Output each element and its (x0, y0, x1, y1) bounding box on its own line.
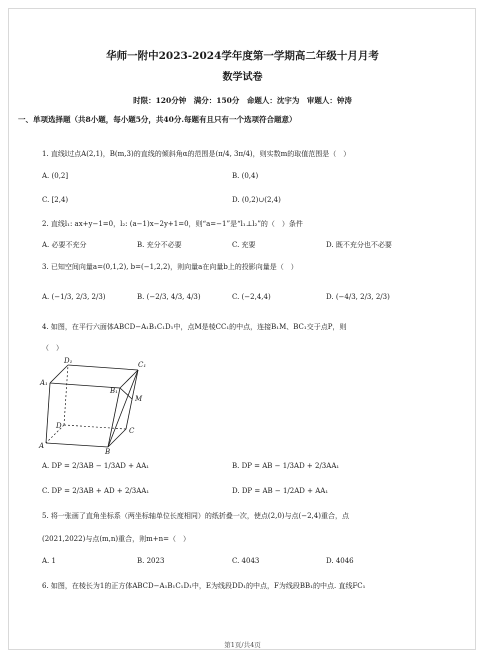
q1-option-b: B. (0,4) (232, 172, 259, 180)
q3-option-c: C. (−2,4,4) (232, 293, 271, 301)
question-3-stem: 3. 已知空间向量a=(0,1,2), b=(−1,2,2)，则向量a在向量b上的投影向量是（ ） (42, 263, 298, 271)
label-a: A (39, 442, 45, 450)
q3-option-b: B. (−2/3, 4/3, 4/3) (137, 293, 201, 301)
q2-option-a: A. 必要不充分 (42, 241, 87, 249)
q5-option-c: C. 4043 (232, 557, 260, 565)
question-1-stem: 1. 直线l过点A(2,1)，B(m,3)的直线的倾斜角α的范围是(π/4, 3π/4)，则实数m的取值范围是（ ） (42, 150, 351, 158)
q4-option-b: B. DP = AB − 1/3AD + 2/3AA₁ (232, 462, 340, 470)
exam-subtitle: 数学试卷 (222, 72, 263, 83)
label-d1: D₁ (64, 357, 73, 365)
page-footer: 第1页/共4页 (224, 641, 261, 649)
q3-option-a: A. (−1/3, 2/3, 2/3) (42, 293, 106, 301)
q1-option-d: D. (0,2)∪(2,4) (232, 196, 281, 204)
exam-title: 华师一附中2023-2024学年度第一学期高二年级十月月考 (106, 50, 379, 62)
label-c1: C₁ (138, 361, 147, 369)
question-4-stem: 4. 如图，在平行六面体ABCD−A₁B₁C₁D₁中，点M是棱CC₁的中点，连接B₁M、BC₁交于点P，则 (42, 323, 347, 331)
q1-option-c: C. [2,4) (42, 196, 69, 204)
q4-option-a: A. DP = 2/3AB − 1/3AD + AA₁ (42, 462, 150, 470)
q5-option-b: B. 2023 (137, 557, 165, 565)
q4-option-c: C. DP = 2/3AB + AD + 2/3AA₁ (42, 487, 150, 495)
label-d: D (56, 422, 62, 430)
q2-option-b: B. 充分不必要 (137, 241, 182, 249)
section-heading: 一、单项选择题（共8小题，每小题5分，共40分.每题有且只有一个选项符合题意） (18, 115, 297, 124)
label-c: C (129, 427, 135, 435)
q5-option-a: A. 1 (42, 557, 56, 565)
q3-option-d: D. (−4/3, 2/3, 2/3) (326, 293, 390, 301)
question-6-stem: 6. 如图，在棱长为1的正方体ABCD−A₁B₁C₁D₁中，E为线段DD₁的中点，F为线段BB₁的中点. 直线FC₁ (42, 582, 366, 590)
question-5-stem: 5. 将一张画了直角坐标系（两坐标轴单位长度相同）的纸折叠一次，使点(2,0)与点(−2,4)重合，点 (42, 512, 349, 520)
label-b1: B₁ (110, 387, 118, 395)
question-5-stem-cont: (2021,2022)与点(m,n)重合，则m+n=（ ） (42, 535, 191, 543)
question-2-stem: 2. 直线l₁: ax+y−1=0，l₂: (a−1)x−2y+1=0，则“a=−1”是“l₁⊥l₂”的（ ）条件 (42, 220, 303, 228)
q2-option-d: D. 既不充分也不必要 (326, 241, 392, 249)
q4-option-d: D. DP = AB − 1/2AD + AA₁ (232, 487, 329, 495)
label-m: M (135, 395, 143, 403)
label-a1: A₁ (40, 379, 48, 387)
parallelepiped-figure (38, 355, 158, 455)
question-4-stem-cont: （ ） (42, 344, 63, 352)
exam-meta: 时限：120分钟 满分：150分 命题人：沈宇为 审题人：钟涛 (133, 96, 352, 105)
q2-option-c: C. 充要 (232, 241, 256, 249)
label-b: B (105, 448, 111, 455)
q5-option-d: D. 4046 (326, 557, 354, 565)
q1-option-a: A. (0,2] (42, 172, 69, 180)
